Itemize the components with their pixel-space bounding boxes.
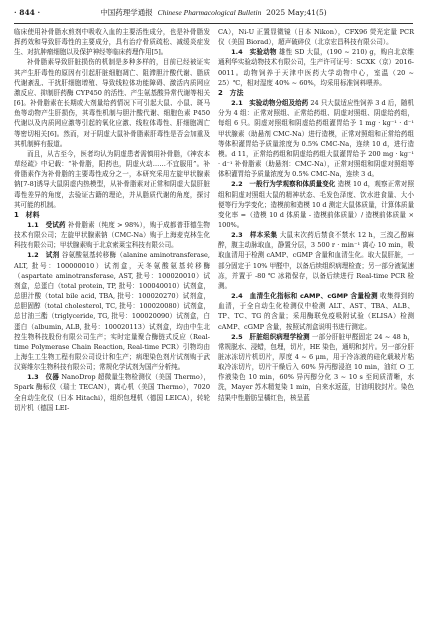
subsection-heading: 1.4 实验动物	[231, 48, 277, 57]
paragraph: CA），Ni-U 正置显微镜（日本 Nikon），CFX96 荧光定量 PCR 仪（美国 Biorad），超声破碎仪（北京宏昌科技有限公司）。	[218, 28, 414, 47]
journal-issue: 2025 May;41(5)	[266, 8, 327, 17]
subsection-heading: 2.2 一般行为学观察和体质量变化	[231, 180, 336, 189]
journal-title-cn: 中国药理学通报	[100, 8, 153, 17]
page-number: · 844 ·	[14, 8, 41, 17]
paragraph: 雄性 SD 大鼠，(190 ~ 210) g，购自北京维通利华实验动物技术有限公司，生产许可证号：SCXK（京）2016-0011。动物饲养于天津中医药大学动物中心，室温（20 ~ 25）℃，相对湿度 40% ~ 60%，均采用标准饲料喂养。	[218, 48, 414, 87]
left-column	[14, 27, 210, 413]
paragraph: 一部分肝脏甲醛固定 24 ~ 48 h，常规脱水、浸蜡，包埋，切片，HE 染色，通明和封片。另一部分肝脏冰冻切片机切片，厚度 4 ~ 6 μm，用于冷冻液的硅化载玻片粘取冷冻切片，切片干燥后入 60% 异丙醇浸泡 10 min，油红 O 工作液染色 10 min，60% 异丙醇分化 3 ~ 10 s 至间质清晰，水洗，Mayer 苏木精复染 1 min，自来水返蓝，甘油明胶封片。染色结果中性脂肪呈橘红色，核呈蓝	[218, 332, 414, 402]
paragraph: 收集得到的血清，于全自动生化检测仪中检测 ALT、AST、TBA、ALB、TP、TC、TG 的含量；采用酶联免疫吸附试验（ELISA）检测 cAMP、cGMP 含量，按照试剂盒说明书进行测定。	[218, 292, 414, 331]
section-heading: 2 方法	[218, 88, 244, 97]
right-column	[218, 27, 414, 403]
subsection-heading: 2.5 肝脏组织病理学检测	[231, 332, 310, 341]
paragraph: 谷氨酸氨基转移酶（alanine aminotransferase, ALT, 批号：100000010）试剂盒，天冬氨酸氨基转移酶（aspartate aminotransferase, AST, 批号：100020010）试剂盒，总蛋白（total protein, TP, 批号：100040010）试剂盒，总胆汁酸（total bile acid, TBA, 批号：100020270）试剂盒，总胆固醇（total cholesterol, TC, 批号：100020080）试剂盒，总甘油三酯（triglyceride, TG, 批号：100020090）试剂盒，白蛋白（albumin, ALB, 批号：100020113）试剂盒，均由中生北控生物科技股份有限公司生产；实时定量聚合酶链式反应（Real-time Polymerase Chain Reaction, Real-time PCR）引物均由上海生工生物工程有限公司设计和生产；病理染色剂片试剂购于武汉赛维尔生物科技有限公司；常规化学试剂为国产分析纯。	[14, 251, 210, 372]
journal-title-en: Chinese Pharmacological Bulletin	[157, 8, 262, 17]
paragraph: 临床使用补骨脂水煎剂中吸收入血的主要活性成分，也是补骨脂发挥药效和导致肝毒性的主要成分，具有治疗骨质疏松、减缓炎症发生、对抗肿瘤细胞以及保护神经等临床药理作用[5]。	[14, 28, 210, 57]
paragraph: 补骨脂素（纯度 > 98%），购于成都普菲德生物技术有限公司；左旋甲状腺素钠（CMC-Na）购于上海麦克林生化科技有限公司；甲状腺素购于北京索莱宝科技有限公司。	[14, 220, 210, 250]
paragraph: 补骨脂素导致肝脏损伤的机制是多种多样的，目前已经被证实其产生肝毒性的原因有引起肝脏细胞凋亡、阻滞胆汁酸代谢、脂质代谢紊乱、干扰肝细胞增殖、导致线粒体功能障碍、激活内质网应激反应、抑制肝药酶 CYP450 的活性、产生氨基酸异常代谢等相关[6]。补骨脂素在长期或大剂量给药情况下可引起大鼠、小鼠、斑马鱼等动物产生肝损伤，其毒性机制与胆汁酸代谢、细胞色素 P450 代谢以及内质网应激等引起的氧化应激、线粒体毒性、肝细胞凋亡等密切相关[6]。然而，对于阴虚大鼠补骨脂素肝毒性是否会加重及其机制鲜有报道。	[14, 58, 210, 148]
header-rule	[14, 23, 413, 24]
subsection-heading: 1.3 仪器	[27, 373, 60, 382]
paragraph: 大鼠末次药后禁食不禁水 12 h，三溴乙醇麻醉，腹主动脉取血，静置分层，3 500 r · min⁻¹ 离心 10 min，吸取血清用于检测 cAMP、cGMP 含量和血清生化。取大鼠肝脏，一部分固定于 10% 甲醛中，以备后续组织病理检查；另一部分液氮速冻，并置于 -80 ℃ 冰箱保存，以备后续进行 Real-time PCR 检测。	[218, 231, 414, 290]
subsection-heading: 1.2 试剂	[27, 251, 60, 260]
section-heading: 1 材料	[14, 210, 40, 219]
subsection-heading: 1.1 受试药	[27, 220, 66, 229]
subsection-heading: 2.3 样本采集	[231, 231, 278, 240]
running-header	[14, 6, 413, 20]
subsection-heading: 2.4 血清生化指标和 cAMP、cGMP 含量检测	[231, 292, 378, 301]
journal-title	[14, 6, 413, 20]
paragraph: 而且，从古至今，医者均认为阴虚患者需慎用补骨脂，《神农本草经疏》中记载：“补骨脂，阳药也，阴虚火动……不宜服用”。补骨脂素作为补骨脂的主要毒性成分之一，本研究采用左旋甲状腺素钠[7-8]诱导大鼠阴虚内热模型，从补骨脂素对正常和阴虚大鼠肝脏毒性差异的角度，去验证古籍的理论，并从脂质代谢的角度，探讨其可能的机制。	[14, 149, 210, 209]
paragraph: 24 只大鼠适应性饲养 3 d 后，随机分为 4 组：正常对照组、正常给药组、阴虚对照组、阴虚给药组，每组 6 只。阴虚对照组和阴虚给药组灌胃给予 1 mg · kg⁻¹ · d⁻¹ 甲状腺素（助悬剂 CMC-Na）进行造模，正常对照组和正常给药组等体积灌胃给予质量浓度为 0.5% CMC-Na，连续 10 d，进行造模。d 11，正常给药组和阴虚给药组大鼠灌胃给予 200 mg · kg⁻¹ · d⁻¹ 补骨脂素（助悬剂：CMC-Na），正常对照组和阴虚对照组等体积灌胃给予质量浓度为 0.5% CMC-Na，连续 3 d。	[218, 99, 414, 179]
paragraph: NanoDrop 超微量生物检测仪（美国 Thermo），Spark 酶标仪（瑞士 TECAN），离心机（美国 Thermo），7020 全自动生化仪（日本 Hitachi），组织包埋机（德国 LEICA），转轮切片机（德国 LEI-	[14, 373, 210, 412]
subsection-heading: 2.1 实验动物分组及给药	[231, 99, 309, 108]
paragraph: 造模 10 d，观察正常对照组和阴虚对照组大鼠的精神状态、毛发色泽度、饮水进食量、大小便等行为学变化；造模前和造模 10 d 测定大鼠体质量，计算体质量变化率 =（造模 10 d 体质量 - 造模前体质量）/ 造模前体质量 × 100%。	[218, 180, 414, 229]
